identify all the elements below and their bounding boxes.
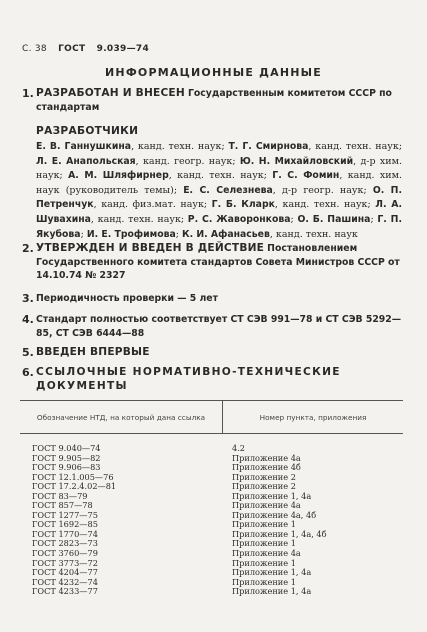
table-top-rule (20, 400, 403, 401)
section-2 (22, 242, 402, 283)
section-heading: ССЫЛОЧНЫЕ НОРМАТИВНО-ТЕХНИЧЕСКИЕ ДОКУМЕНТЫ (36, 366, 341, 392)
section-number: 2. (22, 242, 34, 255)
table-cell-document: ГОСТ 9.905—82 (32, 452, 101, 463)
developer-title: канд. техн. наук (177, 170, 264, 182)
table-cell-point: Приложение 4а (232, 452, 301, 463)
developer-name: Г. С. Фомин (272, 170, 340, 182)
page-title: ИНФОРМАЦИОННЫЕ ДАННЫЕ (105, 66, 322, 79)
section-heading: ВВЕДЕН ВПЕРВЫЕ (36, 346, 150, 358)
table-cell-point: Приложение 2 (232, 481, 296, 492)
table-cell-point: Приложение 1, 4а (232, 490, 312, 501)
developer-name: Л. Е. Анапольская (36, 155, 136, 167)
developer-title: канд. техн. наук (97, 213, 181, 225)
developer-title: канд. хим. наук (руководитель темы) (36, 170, 402, 196)
developer-name: О. Б. Пашина (297, 213, 371, 225)
table-cell-point: Приложение 4а (232, 500, 301, 511)
table-cell-point: Приложение 4б (232, 462, 301, 473)
table-cell-document: ГОСТ 17.2.4.02—81 (32, 481, 117, 492)
section-heading: УТВЕРЖДЕН И ВВЕДЕН В ДЕЙСТВИЕ (36, 242, 265, 254)
table-header-point: Номер пункта, приложения (259, 413, 367, 422)
developers-list: Е. В. Ганнушкина, канд. техн. наук; Т. Г. Смирнова, канд. техн. наук; Л. Е. Анапольская, канд. геогр. наук; Ю. Н. Михайловский, д-р хим. наук; А. М. Шляфирнер, канд. техн. наук; Г. С. Фомин, канд. хим. наук (руководитель темы); Е. С. Селезнева, д-р геогр. наук; О. П. Петренчук, канд. физ.мат. наук; Г. Б. Кларк, канд. техн. наук; Л. А. Шувахина, канд. техн. наук; Р. С. Жаворонкова; О. Б. Пашина; Г. П. Якубова; И. Е. Трофимова; К. И. Афанасьев, канд. техн. наук (36, 141, 403, 240)
table-header-rule (20, 433, 403, 434)
section-number: 1. (22, 87, 34, 100)
developer-name: Л. А. Шувахина (36, 199, 402, 225)
reference-table-body (32, 444, 402, 597)
table-row (32, 482, 402, 492)
table-cell-point: Приложение 4а, 4б (232, 509, 317, 520)
developer-name: Г. Б. Кларк (211, 199, 275, 211)
table-cell-document: ГОСТ 1692—85 (32, 519, 98, 530)
developer-title: канд. техн. наук (137, 141, 222, 152)
developer-title: д-р хим. наук (36, 155, 402, 182)
table-cell-document: ГОСТ 857—78 (32, 500, 93, 511)
developer-name: О. П. Петренчук (36, 184, 402, 211)
table-cell-point: 4.2 (232, 443, 246, 453)
table-row (32, 587, 402, 597)
table-cell-point: Приложение 1 (232, 557, 296, 568)
section-3 (22, 292, 402, 306)
section-number: 4. (22, 313, 34, 326)
table-cell-point: Приложение 1, 4а, 4б (232, 528, 327, 539)
developers-heading: РАЗРАБОТЧИКИ (36, 125, 139, 137)
section-5 (22, 346, 402, 360)
gost-label: ГОСТ (58, 44, 86, 54)
developer-name: А. М. Шляфирнер (68, 170, 169, 182)
section-4 (22, 313, 402, 340)
developer-name: Г. П. Якубова (36, 213, 402, 240)
section-number: 3. (22, 292, 34, 305)
table-cell-document: ГОСТ 4233—77 (32, 586, 98, 597)
page-number: С. 38 (22, 44, 47, 54)
developer-name: Р. С. Жаворонкова (187, 213, 291, 225)
table-cell-document: ГОСТ 1277—75 (32, 509, 98, 520)
section-text: Периодичность проверки — 5 лет (36, 293, 218, 304)
table-cell-document: ГОСТ 9.040—74 (32, 443, 101, 453)
table-cell-document: ГОСТ 4204—77 (32, 567, 98, 578)
table-cell-document: ГОСТ 1770—74 (32, 528, 98, 539)
developer-title: канд. техн. наук (282, 199, 368, 211)
table-header-document: Обозначение НТД, на который дана ссылка (36, 413, 206, 422)
developer-title: канд. физ.мат. наук (101, 199, 204, 211)
developer-name: И. Е. Трофимова (86, 228, 176, 240)
table-cell-point: Приложение 2 (232, 471, 296, 482)
section-number: 6. (22, 366, 34, 379)
table-cell-document: ГОСТ 3773—72 (32, 557, 98, 568)
page-header (22, 44, 157, 54)
table-cell-point: Приложение 1 (232, 538, 296, 549)
section-text: Постановлением Государственного комитета стандартов Совета Министров СССР от 14.10.74 № 2327 (36, 243, 400, 281)
developer-name: Е. С. Селезнева (183, 184, 273, 196)
table-cell-document: ГОСТ 2823—73 (32, 538, 98, 549)
section-6 (22, 366, 402, 393)
table-cell-point: Приложение 1 (232, 519, 296, 530)
gost-number: 9.039—74 (96, 44, 150, 54)
table-cell-point: Приложение 1 (232, 576, 296, 587)
developer-name: Ю. Н. Михайловский (239, 155, 354, 167)
table-cell-document: ГОСТ 4232—74 (32, 576, 98, 587)
developer-title: канд. техн. наук (315, 141, 399, 152)
developer-name: Т. Г. Смирнова (228, 141, 309, 152)
table-cell-document: ГОСТ 83—79 (32, 490, 88, 501)
developer-title: канд. геогр. наук (142, 155, 233, 167)
section-1 (22, 87, 402, 114)
developer-title: д-р геогр. наук (282, 184, 364, 196)
section-text: Стандарт полностью соответствует СТ СЭВ 991—78 и СТ СЭВ 5292—85, СТ СЭВ 6444—88 (36, 314, 402, 339)
table-cell-point: Приложение 1, 4а (232, 586, 312, 597)
section-text: Государственным комитетом СССР по стандартам (36, 88, 392, 113)
section-heading: РАЗРАБОТАН И ВНЕСЕН (36, 87, 185, 99)
table-cell-point: Приложение 4а (232, 548, 301, 559)
developer-name: Е. В. Ганнушкина (36, 141, 132, 152)
section-number: 5. (22, 346, 34, 359)
table-cell-document: ГОСТ 9.906—83 (32, 462, 101, 473)
table-cell-document: ГОСТ 3760—79 (32, 548, 98, 559)
table-cell-point: Приложение 1, 4а (232, 567, 312, 578)
developer-title: канд. техн. наук (275, 228, 358, 240)
developer-name: К. И. Афанасьев (181, 228, 270, 240)
table-cell-document: ГОСТ 12.1.005—76 (32, 471, 114, 482)
